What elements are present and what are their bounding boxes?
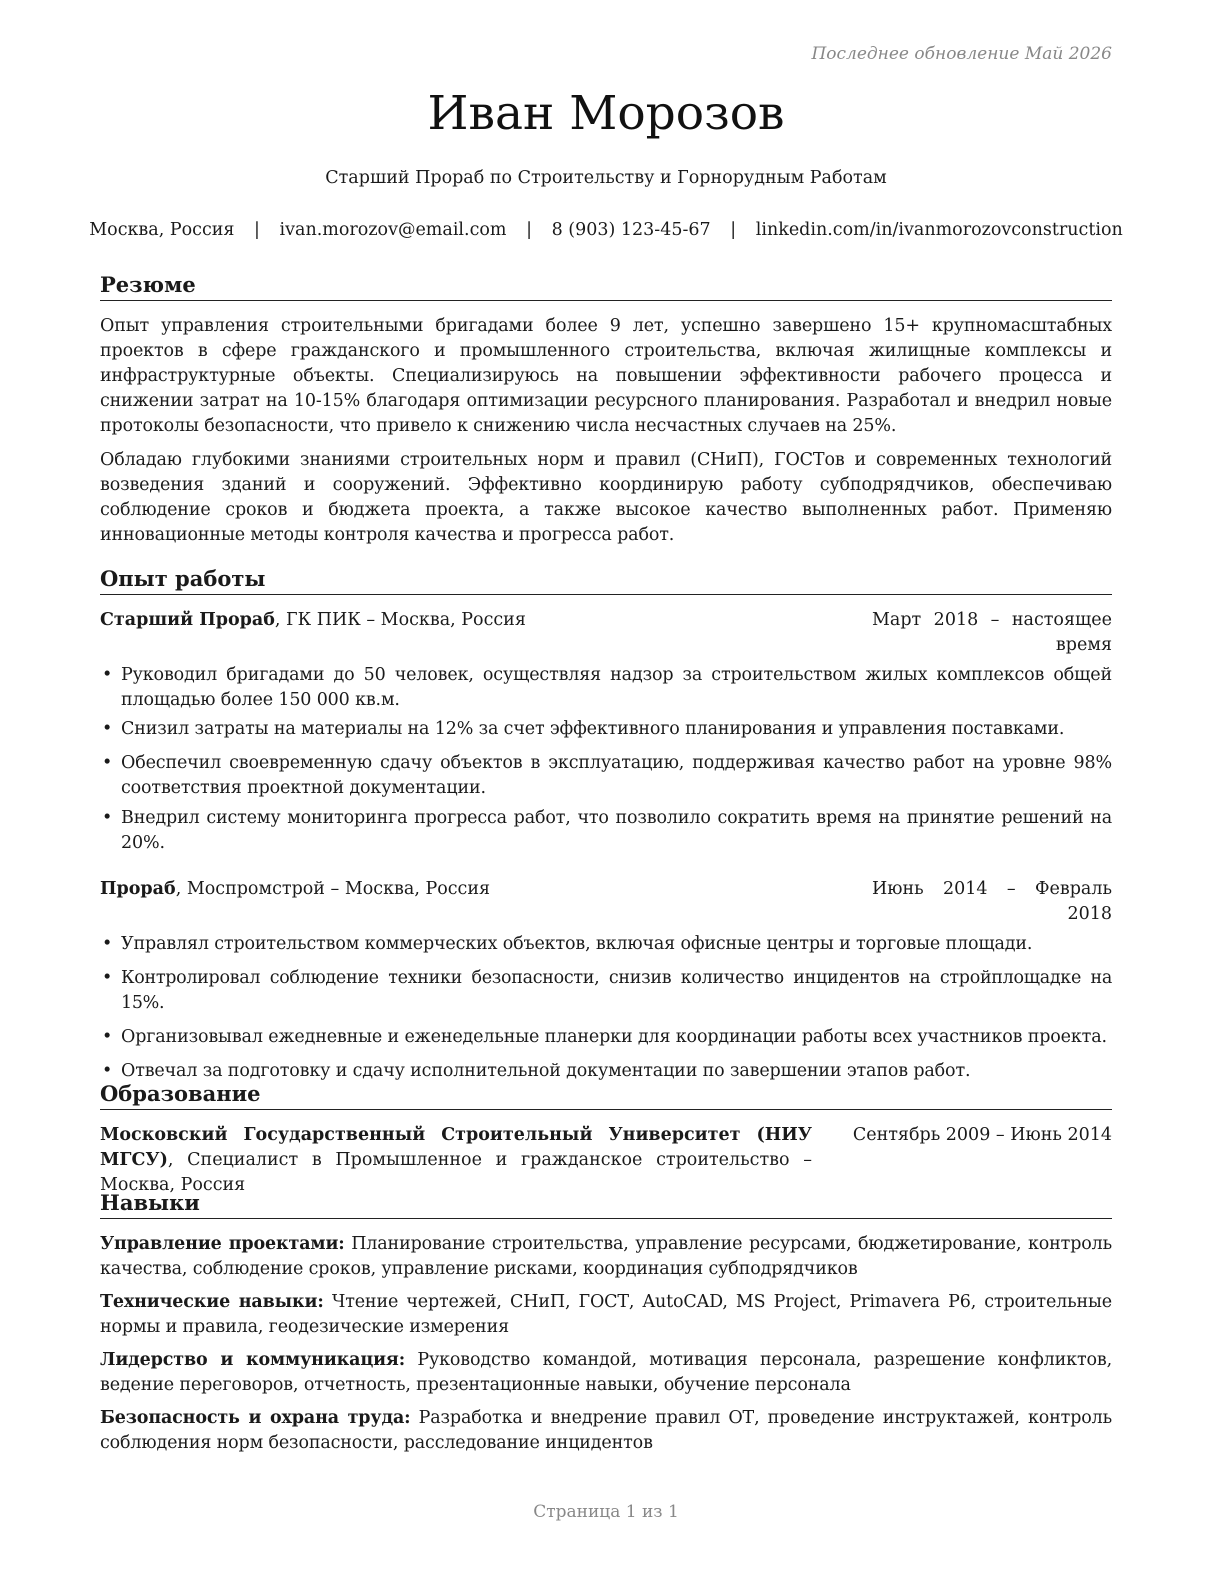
candidate-title: Старший Прораб по Строительству и Горнорудным Работам (325, 168, 887, 188)
contact-location: Москва, Россия (89, 220, 235, 240)
education-section (100, 1080, 1112, 1198)
experience-section (100, 565, 1112, 1084)
job-entry (100, 608, 1112, 856)
job-title-line (100, 877, 490, 902)
job-company: , ГК ПИК – Москва, Россия (274, 610, 526, 630)
education-entry (100, 1123, 1112, 1198)
job-bullets (100, 663, 1112, 856)
skill-text: Руководство командой, мотивация персонала, разрешение конфликтов, ведение переговоров, отчетность, презентационные навыки, обучение персонала (100, 1350, 1112, 1395)
skill-label: Технические навыки: (100, 1292, 324, 1312)
list-item: • Организовывал ежедневные и еженедельные планерки для координации работы всех участников проекта. (100, 1025, 1112, 1050)
job-bullets (100, 932, 1112, 1084)
list-item: • Контролировал соблюдение техники безопасности, снизив количество инцидентов на стройплощадке на 15%. (100, 966, 1112, 1016)
section-title: Опыт работы (100, 565, 1112, 595)
education-details: , Специалист в Промышленное и гражданское строительство – Москва, Россия (100, 1150, 812, 1195)
list-item: • Обеспечил своевременную сдачу объектов в эксплуатацию, поддерживая качество работ на уровне 98% соответствия проектной документации. (100, 751, 1112, 801)
job-dates: Март 2018 – настоящее время (872, 610, 1112, 655)
section-title: Резюме (100, 271, 1112, 301)
job-header (100, 877, 1112, 927)
skill-item (100, 1232, 1112, 1282)
skill-label: Безопасность и охрана труда: (100, 1408, 411, 1428)
education-institution: Московский Государственный Строительный Университет (НИУ МГСУ) (100, 1125, 812, 1170)
job-position: Старший Прораб (100, 610, 275, 630)
contact-phone[interactable]: 8 (903) 123-45-67 (551, 220, 711, 240)
candidate-name: Иван Морозов (427, 86, 785, 141)
skill-item (100, 1406, 1112, 1456)
skills-section (100, 1189, 1112, 1456)
page-number: Страница 1 из 1 (533, 1502, 679, 1522)
skill-text: Чтение чертежей, СНиП, ГОСТ, AutoCAD, MS Project, Primavera P6, строительные нормы и правила, геодезические измерения (100, 1292, 1113, 1337)
contact-separator: | (254, 220, 260, 240)
contact-email[interactable]: ivan.morozov@email.com (279, 220, 507, 240)
list-item: • Снизил затраты на материалы на 12% за счет эффективного планирования и управления поставками. (100, 717, 1112, 742)
list-item: • Внедрил систему мониторинга прогресса работ, что позволило сократить время на принятие решений на 20%. (100, 806, 1112, 856)
contact-line (80, 220, 1132, 240)
section-title: Образование (100, 1080, 1112, 1110)
contact-separator: | (526, 220, 533, 240)
skill-text: Планирование строительства, управление ресурсами, бюджетирование, контроль качества, соблюдение сроков, управление рисками, координация субподрядчиков (100, 1234, 1112, 1279)
education-dates: Сентябрь 2009 – Июнь 2014 (852, 1125, 1112, 1145)
last-updated: Последнее обновление Май 2026 (811, 44, 1112, 64)
job-entry (100, 877, 1112, 1084)
section-title: Навыки (100, 1189, 1112, 1219)
job-position: Прораб (100, 879, 176, 899)
skill-label: Управление проектами: (100, 1234, 345, 1254)
summary-paragraph: Обладаю глубокими знаниями строительных норм и правил (СНиП), ГОСТов и современных технологий возведения зданий и сооружений. Эффективно координирую работу субподрядчиков, обеспечиваю соблюдение сроков и бюджета проекта, а также высокое качество выполненных работ. Применяю инновационные методы контроля качества и прогресса работ. (100, 450, 1112, 545)
job-title-line (100, 608, 526, 633)
list-item: • Управлял строительством коммерческих объектов, включая офисные центры и торговые площади. (100, 932, 1112, 957)
resume-page (89, 0, 1123, 1584)
job-company: , Моспромстрой – Москва, Россия (175, 879, 491, 899)
summary-paragraph: Опыт управления строительными бригадами более 9 лет, успешно завершено 15+ крупномасштабных проектов в сфере гражданского и промышленного строительства, включая жилищные комплексы и инфраструктурные объекты. Специализируюсь на повышении эффективности рабочего процесса и снижении затрат на 10-15% благодаря оптимизации ресурсного планирования. Разработал и внедрил новые протоколы безопасности, что привело к снижению числа несчастных случаев на 25%. (100, 316, 1112, 436)
skill-item (100, 1348, 1112, 1398)
job-header (100, 608, 1112, 658)
skill-text: Разработка и внедрение правил ОТ, проведение инструктажей, контроль соблюдения норм безопасности, расследование инцидентов (100, 1408, 1112, 1453)
list-item: • Руководил бригадами до 50 человек, осуществляя надзор за строительством жилых комплексов общей площадью более 150 000 кв.м. (100, 663, 1112, 713)
contact-separator: | (730, 220, 737, 240)
contact-linkedin[interactable]: linkedin.com/in/ivanmorozovconstruction (755, 220, 1123, 240)
skill-item (100, 1290, 1112, 1340)
education-text (100, 1123, 812, 1198)
list-item: • Отвечал за подготовку и сдачу исполнительной документации по завершении этапов работ. (100, 1059, 1112, 1084)
skill-label: Лидерство и коммуникация: (100, 1350, 406, 1370)
summary-section (100, 271, 1112, 548)
job-dates: Июнь 2014 – Февраль 2018 (872, 879, 1112, 924)
